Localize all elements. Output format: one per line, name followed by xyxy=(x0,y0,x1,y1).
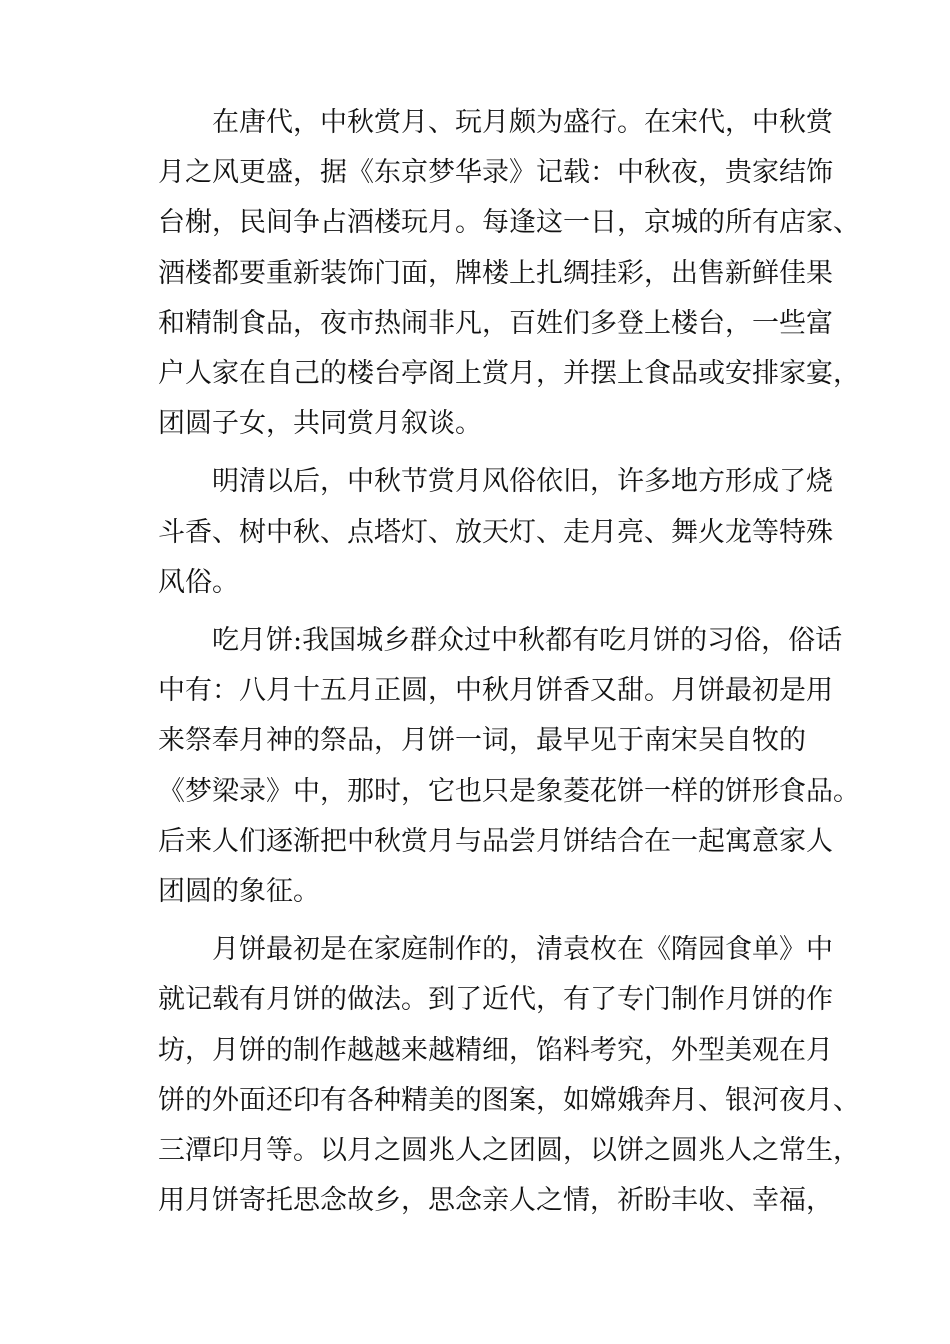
text-line: 在唐代，中秋赏月、玩月颇为盛行。在宋代，中秋赏 xyxy=(212,107,833,138)
text-line: 就记载有月饼的做法。到了近代，有了专门制作月饼的作 xyxy=(158,984,833,1016)
text-line: 《梦梁录》中，那时，它也只是象菱花饼一样的饼形食品。 xyxy=(158,775,860,807)
paragraph-eating-mooncakes xyxy=(158,616,860,917)
text-line: 坊，月饼的制作越越来越精细，馅料考究，外型美观在月 xyxy=(158,1034,833,1066)
text-line: 户人家在自己的楼台亭阁上赏月，并摆上食品或安排家宴， xyxy=(158,358,860,390)
text-line: 用月饼寄托思念故乡，思念亲人之情，祈盼丰收、幸福， xyxy=(158,1185,833,1217)
text-line: 后来人们逐渐把中秋赏月与品尝月饼结合在一起寓意家人 xyxy=(158,825,833,857)
text-line: 明清以后，中秋节赏月风俗依旧，许多地方形成了烧 xyxy=(212,466,833,498)
text-line: 饼的外面还印有各种精美的图案，如嫦娥奔月、银河夜月、 xyxy=(158,1084,860,1116)
text-line: 团圆子女，共同赏月叙谈。 xyxy=(158,408,482,440)
text-line: 和精制食品，夜市热闹非凡，百姓们多登上楼台，一些富 xyxy=(158,307,833,339)
text-line: 团圆的象征。 xyxy=(158,876,320,908)
paragraph-ming-qing-customs xyxy=(158,457,833,608)
text-line: 月之风更盛，据《东京梦华录》记载：中秋夜，贵家结饰 xyxy=(158,157,833,189)
text-line: 三潭印月等。以月之圆兆人之团圆，以饼之圆兆人之常生， xyxy=(158,1135,860,1167)
text-line: 月饼最初是在家庭制作的，清袁枚在《隋园食单》中 xyxy=(212,934,833,966)
text-line: 风俗。 xyxy=(158,566,239,598)
text-line: 台榭，民间争占酒楼玩月。每逢这一日，京城的所有店家、 xyxy=(158,207,860,239)
paragraph-tang-song-moon-viewing xyxy=(158,98,860,449)
text-line: 斗香、树中秋、点塔灯、放天灯、走月亮、舞火龙等特殊 xyxy=(158,516,833,548)
paragraph-mooncake-making xyxy=(158,925,860,1226)
text-line: 来祭奉月神的祭品，月饼一词，最早见于南宋吴自牧的 xyxy=(158,725,806,757)
document-body xyxy=(158,98,860,1234)
text-line: 吃月饼:我国城乡群众过中秋都有吃月饼的习俗，俗话 xyxy=(212,625,843,657)
text-line: 酒楼都要重新装饰门面，牌楼上扎绸挂彩，出售新鲜佳果 xyxy=(158,257,833,289)
text-line: 中有：八月十五月正圆，中秋月饼香又甜。月饼最初是用 xyxy=(158,675,833,707)
